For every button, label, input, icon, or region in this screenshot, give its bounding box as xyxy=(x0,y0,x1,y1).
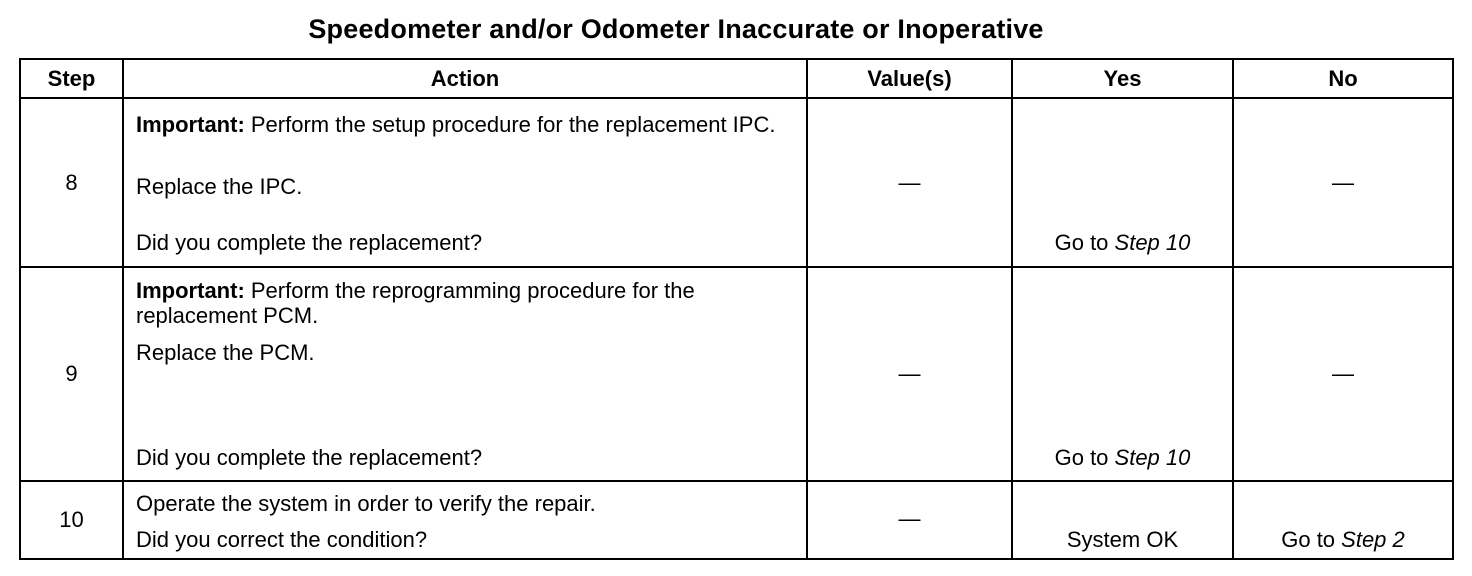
column-header-no: No xyxy=(1233,59,1453,98)
column-header-values: Value(s) xyxy=(807,59,1012,98)
table-row xyxy=(20,267,1453,481)
yes-cell xyxy=(1012,481,1233,559)
no-result-prefix: Go to xyxy=(1281,527,1342,552)
column-header-step: Step xyxy=(20,59,123,98)
step-number: 8 xyxy=(20,98,123,267)
table-row xyxy=(20,481,1453,559)
yes-result-prefix: Go to xyxy=(1054,230,1115,255)
value-cell: — xyxy=(807,267,1012,481)
yes-cell xyxy=(1012,98,1233,267)
diagnostic-table xyxy=(19,58,1454,560)
yes-result: System OK xyxy=(1066,527,1179,552)
action-instruction: Operate the system in order to verify the repair. xyxy=(136,491,596,516)
action-cell xyxy=(123,267,807,481)
yes-result-prefix: Go to xyxy=(1054,445,1115,470)
action-cell xyxy=(123,481,807,559)
no-step-reference: Step 2 xyxy=(1341,527,1405,552)
action-question: Did you correct the condition? xyxy=(136,527,428,552)
important-text: Perform the reprogramming procedure for the replacement PCM. xyxy=(136,278,695,328)
action-cell xyxy=(123,98,807,267)
no-cell: — xyxy=(1233,267,1453,481)
table-header-row xyxy=(20,59,1453,98)
important-label: Important: xyxy=(136,112,245,137)
action-instruction: Replace the IPC. xyxy=(136,174,303,199)
no-result xyxy=(1234,527,1452,552)
action-question: Did you complete the replacement? xyxy=(136,230,483,255)
step-number: 10 xyxy=(20,481,123,559)
important-text: Perform the setup procedure for the replacement IPC. xyxy=(244,112,776,137)
yes-cell xyxy=(1012,267,1233,481)
yes-result xyxy=(1013,230,1232,255)
document-title: Speedometer and/or Odometer Inaccurate or Inoperative xyxy=(308,14,1044,44)
yes-step-reference: Step 10 xyxy=(1114,230,1191,255)
important-label: Important: xyxy=(136,278,245,303)
action-instruction: Replace the PCM. xyxy=(136,340,315,365)
no-cell xyxy=(1233,481,1453,559)
table-row xyxy=(20,98,1453,267)
value-cell xyxy=(807,481,1012,559)
column-header-yes: Yes xyxy=(1012,59,1233,98)
important-note xyxy=(136,112,798,137)
action-question: Did you complete the replacement? xyxy=(136,445,483,470)
column-header-action: Action xyxy=(123,59,807,98)
value-dash: — xyxy=(898,506,921,531)
important-note xyxy=(136,278,798,328)
no-cell: — xyxy=(1233,98,1453,267)
value-cell: — xyxy=(807,98,1012,267)
yes-step-reference: Step 10 xyxy=(1114,445,1191,470)
yes-result xyxy=(1013,445,1232,470)
step-number: 9 xyxy=(20,267,123,481)
